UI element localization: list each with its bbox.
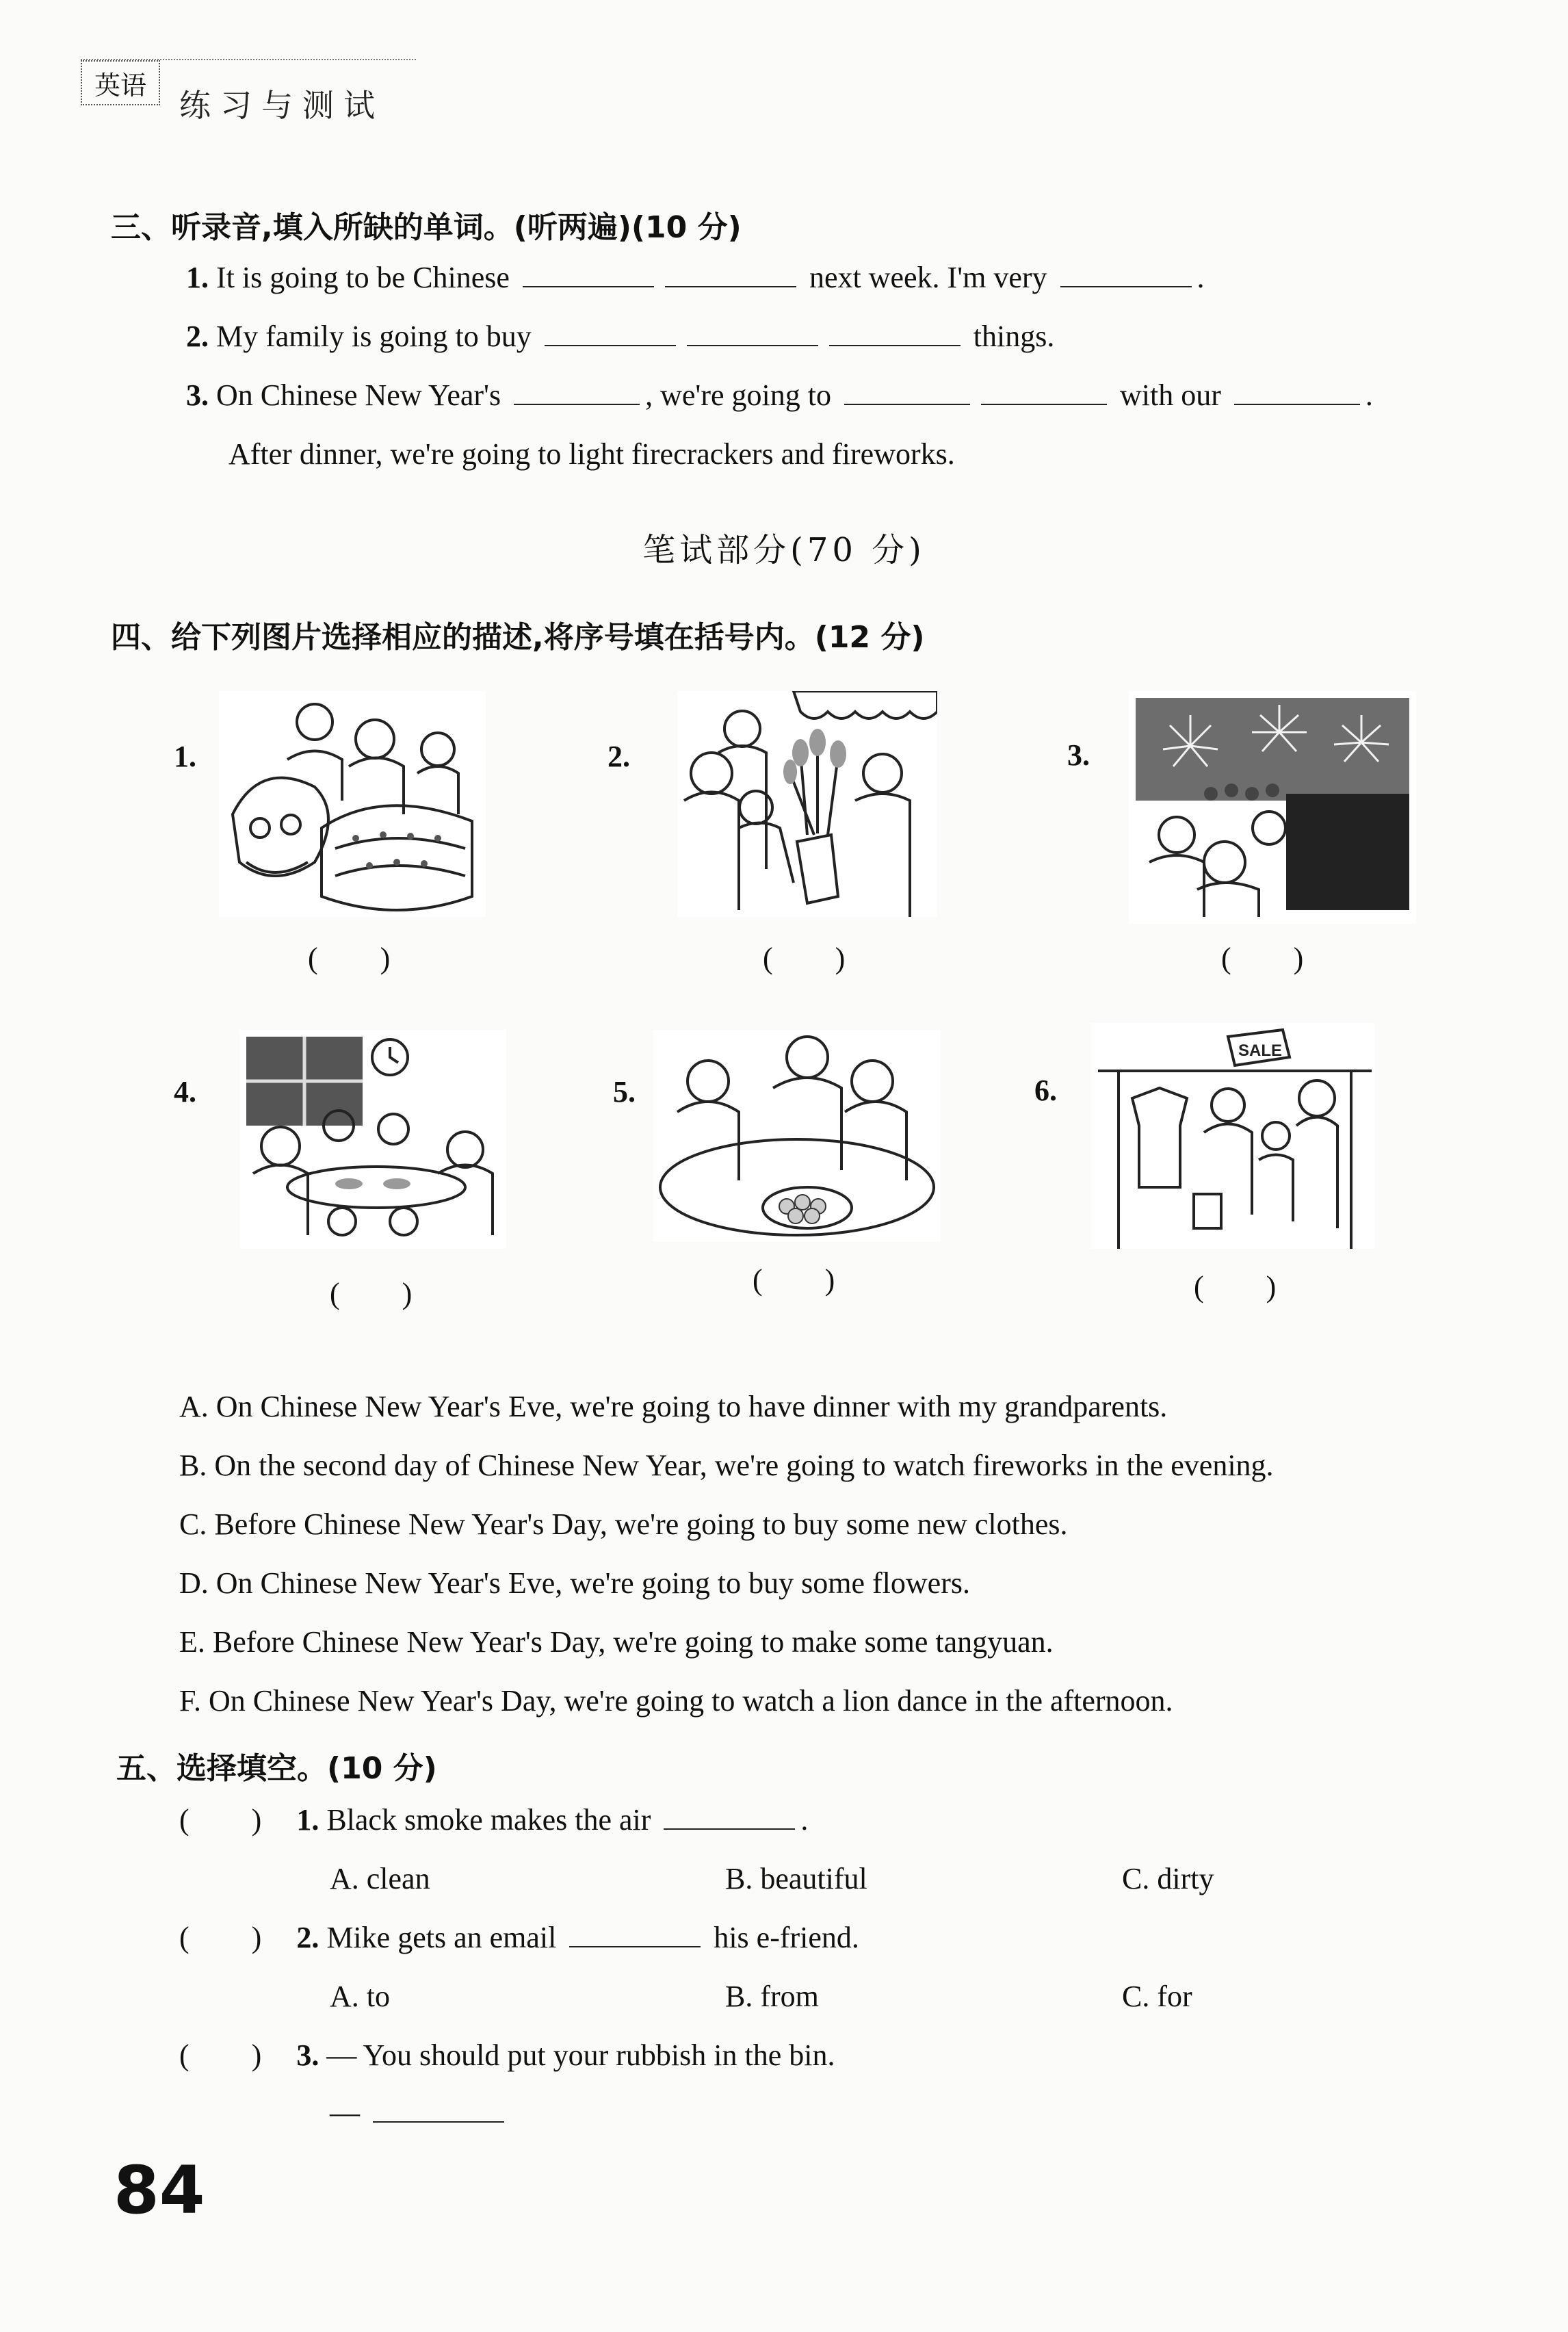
picture-3-answer-paren[interactable]: ( )	[1221, 942, 1331, 975]
answer-paren[interactable]: ( )	[179, 2038, 289, 2072]
answer-blank[interactable]	[981, 379, 1107, 405]
picture-1-lion-dance	[219, 691, 486, 917]
answer-blank[interactable]	[545, 320, 676, 346]
answer-blank[interactable]	[829, 320, 961, 346]
option-c: C. Before Chinese New Year's Day, we're going to buy some new clothes.	[179, 1507, 1068, 1541]
s5-question-3-reply: —	[330, 2095, 510, 2130]
option-b: B. On the second day of Chinese New Year, we're going to watch fireworks in the evening.	[179, 1449, 1274, 1482]
s5-question-3: ( ) 3. — You should put your rubbish in the bin.	[179, 2038, 835, 2072]
section5-heading: 五、选择填空。(10 分)	[116, 1751, 437, 1786]
q1-choice-a: A. clean	[330, 1862, 430, 1895]
picture-6-number: 6.	[1034, 1074, 1057, 1107]
answer-blank[interactable]	[1060, 261, 1192, 287]
q1-choice-c: C. dirty	[1122, 1862, 1214, 1895]
option-e: E. Before Chinese New Year's Day, we're going to make some tangyuan.	[179, 1625, 1054, 1659]
written-part-title: 笔试部分(70 分)	[642, 531, 926, 569]
picture-6-buying-clothes	[1091, 1023, 1375, 1249]
picture-6-answer-paren[interactable]: ( )	[1194, 1270, 1304, 1304]
page-number: 84	[114, 2152, 205, 2229]
section4-heading: 四、给下列图片选择相应的描述,将序号填在括号内。(12 分)	[111, 620, 925, 655]
section3-heading: 三、听录音,填入所缺的单词。(听两遍)(10 分)	[111, 210, 742, 245]
answer-blank[interactable]	[687, 320, 818, 346]
answer-paren[interactable]: ( )	[179, 1921, 289, 1954]
answer-blank[interactable]	[514, 379, 640, 405]
picture-3-watching-fireworks	[1129, 691, 1416, 924]
picture-1-answer-paren[interactable]: ( )	[308, 942, 418, 975]
picture-2-answer-paren[interactable]: ( )	[763, 942, 873, 975]
picture-4-family-dinner	[239, 1030, 506, 1249]
s3-item-3: 3. On Chinese New Year's , we're going to with our .	[186, 378, 1373, 412]
picture-5-answer-paren[interactable]: ( )	[753, 1263, 863, 1297]
option-a: A. On Chinese New Year's Eve, we're going to have dinner with my grandparents.	[179, 1390, 1168, 1423]
picture-5-making-tangyuan	[653, 1030, 941, 1242]
answer-blank[interactable]	[569, 1921, 701, 1947]
picture-2-buying-flowers	[677, 691, 937, 917]
option-f: F. On Chinese New Year's Day, we're going to watch a lion dance in the afternoon.	[179, 1684, 1173, 1718]
answer-paren[interactable]: ( )	[179, 1803, 289, 1837]
answer-blank[interactable]	[665, 261, 796, 287]
answer-blank[interactable]	[1234, 379, 1360, 405]
s3-item-2: 2. My family is going to buy things.	[186, 320, 1055, 353]
s3-item-3-continuation: After dinner, we're going to light firecrackers and fireworks.	[228, 437, 955, 471]
picture-2-number: 2.	[607, 740, 630, 773]
s3-item-1: 1. It is going to be Chinese next week. I'm very .	[186, 261, 1205, 294]
answer-blank[interactable]	[373, 2097, 504, 2123]
q2-choice-a: A. to	[330, 1980, 390, 2013]
option-d: D. On Chinese New Year's Eve, we're going to buy some flowers.	[179, 1566, 970, 1600]
q1-choice-b: B. beautiful	[725, 1862, 867, 1895]
subject-tag: 英语	[81, 60, 160, 105]
q2-choice-c: C. for	[1122, 1980, 1192, 2013]
s5-question-1: ( ) 1. Black smoke makes the air .	[179, 1803, 809, 1837]
sale-sign: SALE	[1238, 1041, 1283, 1060]
picture-4-number: 4.	[174, 1075, 196, 1109]
s5-question-2: ( ) 2. Mike gets an email his e-friend.	[179, 1921, 859, 1954]
answer-blank[interactable]	[844, 379, 970, 405]
picture-4-answer-paren[interactable]: ( )	[330, 1277, 440, 1310]
book-title: 练习与测试	[179, 87, 384, 124]
answer-blank[interactable]	[523, 261, 654, 287]
q2-choice-b: B. from	[725, 1980, 819, 2013]
answer-blank[interactable]	[664, 1804, 795, 1830]
picture-1-number: 1.	[174, 740, 196, 773]
picture-3-number: 3.	[1067, 738, 1090, 772]
picture-5-number: 5.	[613, 1075, 636, 1109]
